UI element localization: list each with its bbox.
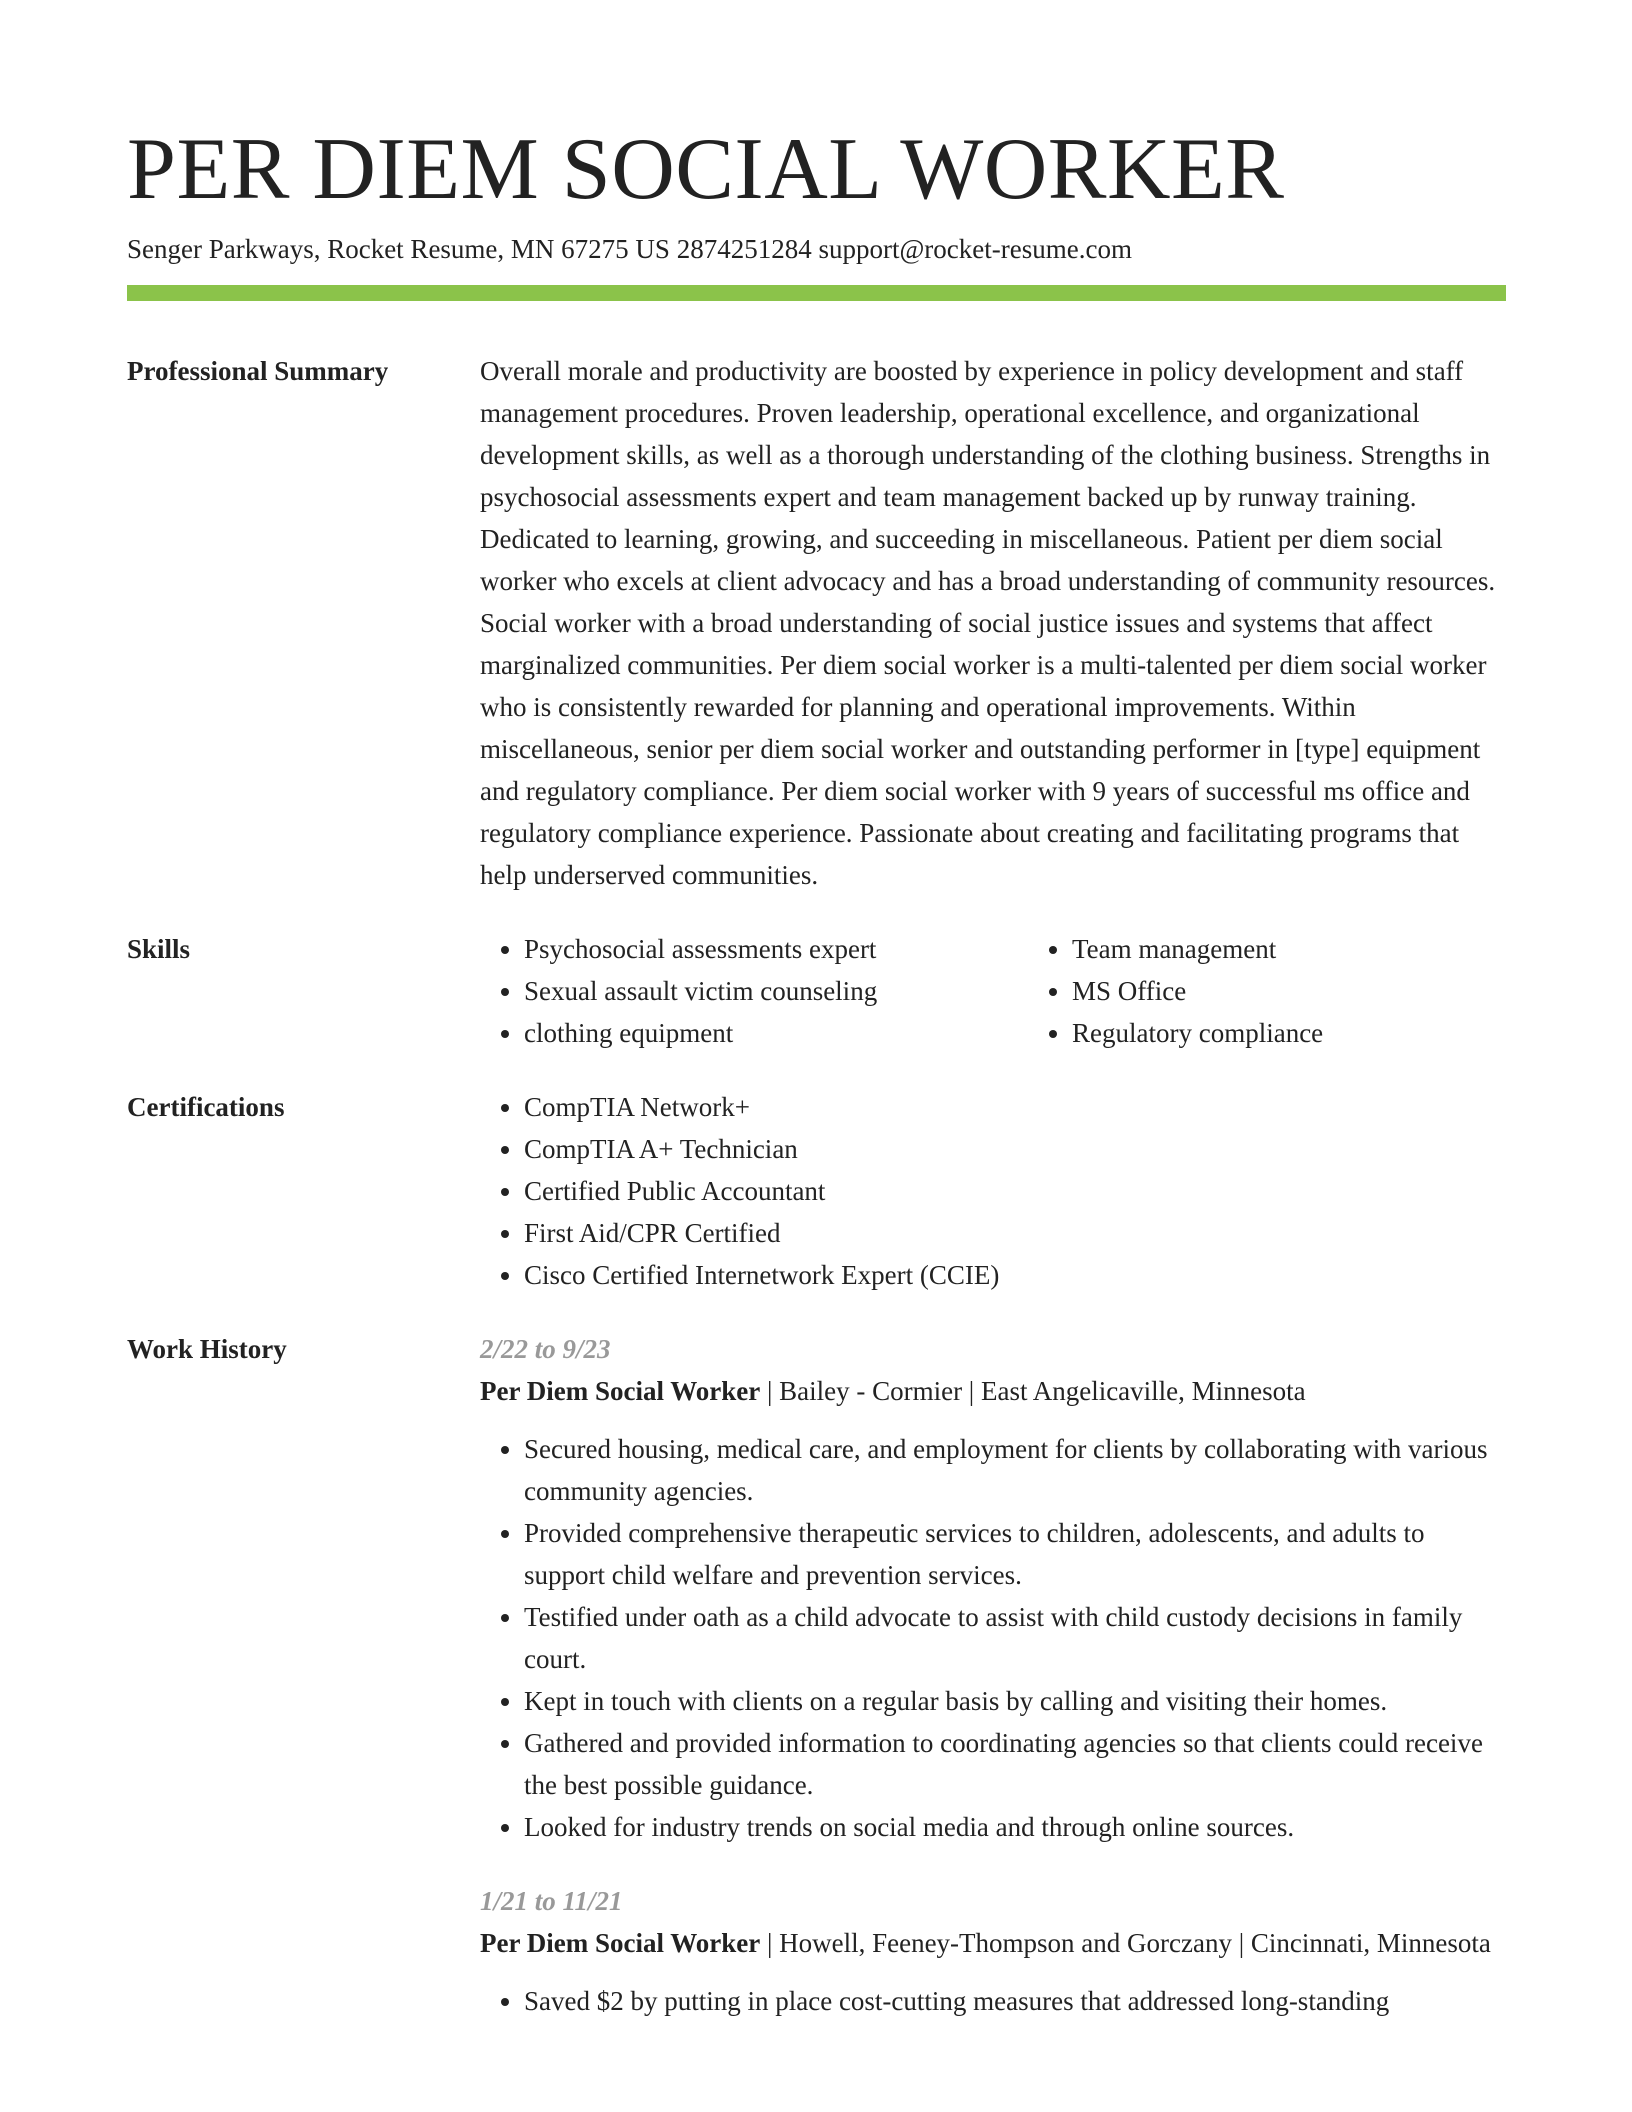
job-bullets: [480, 1428, 1506, 1848]
section-label-work-history: Work History: [127, 1334, 287, 1364]
certification-item: • CompTIA A+ Technician: [524, 1128, 1506, 1170]
job-bullet: • Saved $2 by putting in place cost-cutting measures that addressed long-standing: [524, 1980, 1506, 2022]
job-details: | Bailey - Cormier | East Angelicaville, Minnesota: [760, 1376, 1306, 1406]
job-bullets: [480, 1980, 1506, 2022]
skill-item: • Team management: [1072, 928, 1576, 970]
job-dates: 1/21 to 11/21: [480, 1886, 623, 1916]
header-divider: [127, 285, 1506, 301]
section-label-summary: Professional Summary: [127, 356, 389, 386]
skills-body: [480, 928, 1576, 1054]
summary-section: [127, 350, 1506, 896]
certifications-list: [480, 1086, 1506, 1296]
skills-list-left: [480, 928, 1028, 1054]
job-bullet: • Secured housing, medical care, and employment for clients by collaborating with various community agencies.: [524, 1428, 1506, 1512]
certification-item: • Cisco Certified Internetwork Expert (CCIE): [524, 1254, 1506, 1296]
job-entry: [480, 1328, 1506, 1848]
certifications-section: [127, 1086, 1506, 1296]
skill-item: • clothing equipment: [524, 1012, 1028, 1054]
job-bullet: • Looked for industry trends on social media and through online sources.: [524, 1806, 1506, 1848]
certification-item: • Certified Public Accountant: [524, 1170, 1506, 1212]
job-heading: [480, 1370, 1506, 1412]
page-title: PER DIEM SOCIAL WORKER: [127, 121, 1285, 218]
job-role: Per Diem Social Worker: [480, 1376, 761, 1406]
job-bullet: • Testified under oath as a child advocate to assist with child custody decisions in family court.: [524, 1596, 1506, 1680]
summary-body: [480, 350, 1506, 896]
skill-item: • Regulatory compliance: [1072, 1012, 1576, 1054]
contact-line: Senger Parkways, Rocket Resume, MN 67275 US 2874251284 support@rocket-resume.com: [127, 234, 1132, 264]
skill-item: • MS Office: [1072, 970, 1576, 1012]
job-bullet: • Provided comprehensive therapeutic services to children, adolescents, and adults to support child welfare and prevention services.: [524, 1512, 1506, 1596]
skill-item: • Sexual assault victim counseling: [524, 970, 1028, 1012]
skills-list-right: [1028, 928, 1576, 1054]
work-history-body: [480, 1328, 1506, 2054]
skills-section: [127, 928, 1506, 1054]
certification-item: • First Aid/CPR Certified: [524, 1212, 1506, 1254]
section-label-certifications: Certifications: [127, 1092, 285, 1122]
job-entry: [480, 1880, 1506, 2022]
resume-sections: [127, 350, 1506, 2086]
job-bullet: • Kept in touch with clients on a regular basis by calling and visiting their homes.: [524, 1680, 1506, 1722]
section-label-skills: Skills: [127, 934, 191, 964]
skill-item: • Psychosocial assessments expert: [524, 928, 1028, 970]
job-role: Per Diem Social Worker: [480, 1928, 761, 1958]
summary-text: Overall morale and productivity are boosted by experience in policy development and staff management procedures. Proven leadership, operational excellence, and organizational development skills, as well as a thorough understanding of the clothing business. Strengths in psychosocial assessments expert and team management backed up by runway training. Dedicated to learning, growing, and succeeding in miscellaneous. Patient per diem social worker who excels at client advocacy and has a broad understanding of community resources. Social worker with a broad understanding of social justice issues and systems that affect marginalized communities. Per diem social worker is a multi-talented per diem social worker who is consistently rewarded for planning and operational improvements. Within miscellaneous, senior per diem social worker and outstanding performer in [type] equipment and regulatory compliance. Per diem social worker with 9 years of successful ms office and regulatory compliance experience. Passionate about creating and facilitating programs that help underserved communities.: [480, 356, 1496, 890]
job-heading: [480, 1922, 1506, 1964]
work-history-section: [127, 1328, 1506, 2054]
job-details: | Howell, Feeney-Thompson and Gorczany | Cincinnati, Minnesota: [760, 1928, 1491, 1958]
certifications-body: [480, 1086, 1506, 1296]
job-dates: 2/22 to 9/23: [480, 1334, 611, 1364]
certification-item: • CompTIA Network+: [524, 1086, 1506, 1128]
job-bullet: • Gathered and provided information to coordinating agencies so that clients could receive the best possible guidance.: [524, 1722, 1506, 1806]
